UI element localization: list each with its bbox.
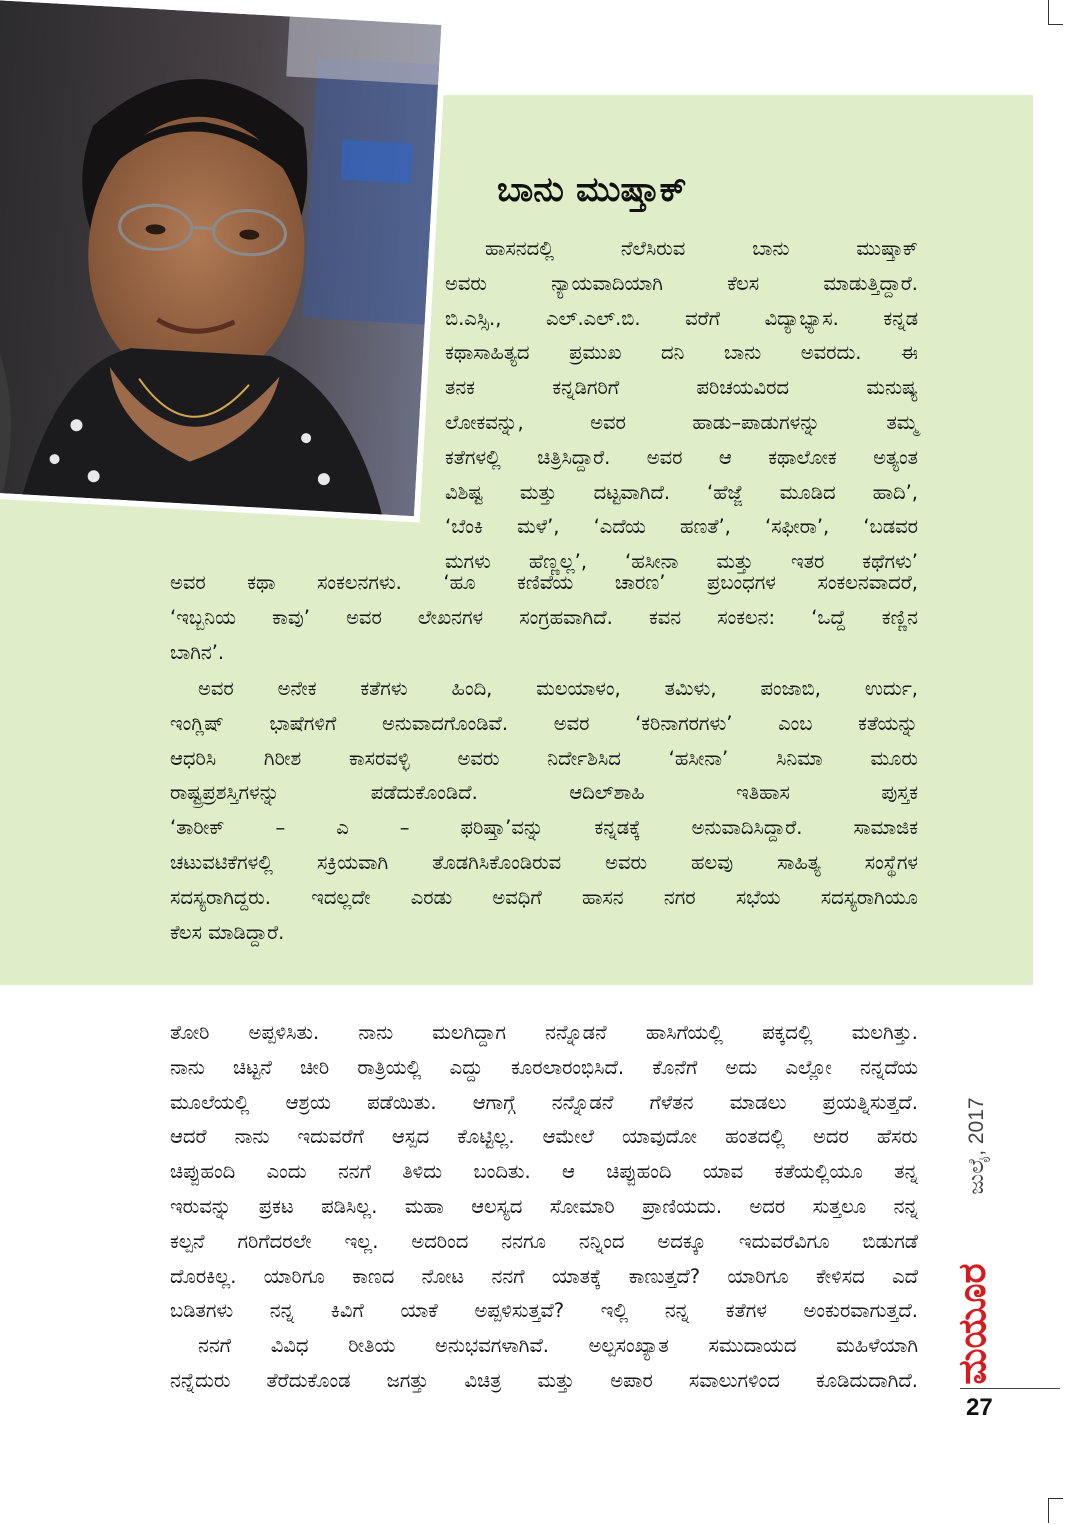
article-line: ದೊರಕಿಲ್ಲ. ಯಾರಿಗೂ ಕಾಣದ ನೋಟ ನನಗೆ ಯಾತಕ್ಕೆ ಕಾಣುತ್ತದೆ? ಯಾರಿಗೂ ಕೇಳಿಸದ ಎದೆ xyxy=(170,1264,918,1288)
article-line: ಇರುವನ್ನು ಪ್ರಕಟ ಪಡಿಸಿಲ್ಲ. ಮಹಾ ಆಲಸ್ಯದ ಸೋಮಾರಿ ಪ್ರಾಣಿಯದು. ಅದರ ಸುತ್ತಲೂ ನನ್ನ xyxy=(170,1194,918,1218)
author-bio-beside-photo xyxy=(445,232,918,580)
bio-line: ವಿಶಿಷ್ಟ ಮತ್ತು ದಟ್ಟವಾಗಿದೆ. ‘ಹೆಜ್ಜೆ ಮೂಡಿದ ಹಾದಿ’, xyxy=(445,480,918,504)
bio-line: ಸದಸ್ಯರಾಗಿದ್ದರು. ಇದಲ್ಲದೇ ಎರಡು ಅವಧಿಗೆ ಹಾಸನ ನಗರ ಸಭೆಯ ಸದಸ್ಯರಾಗಿಯೂ xyxy=(170,885,918,909)
article-line: ನನ್ನೆದುರು ತೆರೆದುಕೊಂಡ ಜಗತ್ತು ವಿಚಿತ್ರ ಮತ್ತು ಅಪಾರ ಸವಾಲುಗಳಿಂದ ಕೂಡಿದುದಾಗಿದೆ. xyxy=(170,1368,918,1392)
article-line: ನಾನು ಚಿಟ್ಟನೆ ಚೀರಿ ರಾತ್ರಿಯಲ್ಲಿ ಎದ್ದು ಕೂರಲಾರಂಭಿಸಿದೆ. ಕೊನೆಗೆ ಅದು ಎಲ್ಲೋ ನನ್ನದೆಯ xyxy=(170,1055,918,1079)
bio-line: ‘ಬೆಂಕಿ ಮಳೆ’, ‘ಎದೆಯ ಹಣತೆ’, ‘ಸಫೀರಾ’, ‘ಬಡವರ xyxy=(445,515,918,539)
bio-line: ಅವರು ನ್ಯಾಯವಾದಿಯಾಗಿ ಕೆಲಸ ಮಾಡುತ್ತಿದ್ದಾರೆ. xyxy=(445,271,918,295)
bio-line: ಅವರ ಅನೇಕ ಕತೆಗಳು ಹಿಂದಿ, ಮಲಯಾಳಂ, ತಮಿಳು, ಪಂಜಾಬಿ, ಉರ್ದು, xyxy=(198,677,918,700)
bio-line: ತನಕ ಕನ್ನಡಿಗರಿಗೆ ಪರಿಚಯವಿರದ ಮನುಷ್ಯ xyxy=(445,376,918,400)
article-line: ಮೂಲೆಯಲ್ಲಿ ಆಶ್ರಯ ಪಡೆಯಿತು. ಆಗಾಗ್ಗೆ ನನ್ನೊಡನೆ ಗೆಳೆತನ ಮಾಡಲು ಪ್ರಯತ್ನಿಸುತ್ತದೆ. xyxy=(170,1090,918,1114)
article-body xyxy=(170,1016,918,1399)
article-line: ಆದರೆ ನಾನು ಇದುವರೆಗೆ ಆಸ್ಪದ ಕೊಟ್ಟಿಲ್ಲ. ಆಮೇಲೆ ಯಾವುದೋ ಹಂತದಲ್ಲಿ ಅದರ ಹೆಸರು xyxy=(170,1125,918,1149)
bio-line: ‘ತಾರೀಕ್ – ಎ – ಫರಿಷ್ತಾ’ವನ್ನು ಕನ್ನಡಕ್ಕೆ ಅನುವಾದಿಸಿದ್ದಾರೆ. ಸಾಮಾಜಿಕ xyxy=(170,816,918,840)
bio-line: ಬಾಗಿನ’. xyxy=(170,640,225,664)
bio-line: ಕಥಾಸಾಹಿತ್ಯದ ಪ್ರಮುಖ ದನಿ ಬಾನು ಅವರದು. ಈ xyxy=(445,341,918,365)
article-line: ಕಲ್ಪನೆ ಗರಿಗೆದರಲೇ ಇಲ್ಲ. ಅದರಿಂದ ನನಗೂ ನನ್ನಿಂದ ಅದಕ್ಕೂ ಇದುವರೆವಿಗೂ ಬಿಡುಗಡೆ xyxy=(170,1229,918,1253)
bio-line: ಆಧರಿಸಿ ಗಿರೀಶ ಕಾಸರವಳ್ಳಿ ಅವರು ನಿರ್ದೇಶಿಸಿದ ‘ಹಸೀನಾ’ ಸಿನಿಮಾ ಮೂರು xyxy=(170,746,918,770)
magazine-logo: ಮಯೂರ xyxy=(950,1263,994,1385)
crop-mark-bottom-right xyxy=(1048,1498,1063,1523)
bio-line: ಕತೆಗಳಲ್ಲಿ ಚಿತ್ರಿಸಿದ್ದಾರೆ. ಅವರ ಆ ಕಥಾಲೋಕ ಅತ್ಯಂತ xyxy=(445,445,918,469)
author-portrait-image xyxy=(0,0,441,516)
article-line: ಚಿಪ್ಪುಹಂದಿ ಎಂದು ನನಗೆ ತಿಳಿದು ಬಂದಿತು. ಆ ಚಿಪ್ಪುಹಂದಿ ಯಾವ ಕತೆಯಲ್ಲಿಯೂ ತನ್ನ xyxy=(170,1160,918,1184)
author-bio-full-width xyxy=(170,566,918,670)
bio-line: ಹಾಸನದಲ್ಲಿ ನೆಲೆಸಿರುವ ಬಾನು ಮುಷ್ತಾಕ್ xyxy=(485,237,918,260)
crop-mark-top-right xyxy=(1048,0,1063,25)
page-number-rule xyxy=(960,1388,1060,1389)
author-bio-second-paragraph xyxy=(170,672,918,950)
issue-date: ಜುಲೈ, 2017 xyxy=(965,1097,988,1195)
article-line: ಬಡಿತಗಳು ನನ್ನ ಕಿವಿಗೆ ಯಾಕೆ ಅಪ್ಪಳಿಸುತ್ತವೆ? ಇಲ್ಲಿ ನನ್ನ ಕತೆಗಳ ಅಂಕುರವಾಗುತ್ತದೆ. xyxy=(170,1299,918,1323)
bio-line: ಇಂಗ್ಲಿಷ್ ಭಾಷೆಗಳಿಗೆ ಅನುವಾದಗೊಂಡಿವೆ. ಅವರ ‘ಕರಿನಾಗರಗಳು’ ಎಂಬ ಕತೆಯನ್ನು xyxy=(170,711,918,735)
article-line: ನನಗೆ ವಿವಿಧ ರೀತಿಯ ಅನುಭವಗಳಾಗಿವೆ. ಅಲ್ಪಸಂಖ್ಯಾತ ಸಮುದಾಯದ ಮಹಿಳೆಯಾಗಿ xyxy=(198,1334,918,1358)
bio-line: ಅವರ ಕಥಾ ಸಂಕಲನಗಳು. ‘ಹೂ ಕಣಿವೆಯ ಚಾರಣ’ ಪ್ರಬಂಧಗಳ ಸಂಕಲನವಾದರೆ, xyxy=(170,571,918,594)
bio-line: ಬಿ.ಎಸ್ಸಿ., ಎಲ್.ಎಲ್.ಬಿ. ವರೆಗೆ ವಿದ್ಯಾಭ್ಯಾಸ. ಕನ್ನಡ xyxy=(445,306,918,330)
article-line: ತೋರಿ ಅಪ್ಪಳಿಸಿತು. ನಾನು ಮಲಗಿದ್ದಾಗ ನನ್ನೊಡನೆ ಹಾಸಿಗೆಯಲ್ಲಿ ಪಕ್ಕದಲ್ಲಿ ಮಲಗಿತ್ತು. xyxy=(170,1021,918,1044)
bio-line: ‘ಇಬ್ಬನಿಯ ಕಾವು’ ಅವರ ಲೇಖನಗಳ ಸಂಗ್ರಹವಾಗಿದೆ. ಕವನ ಸಂಕಲನ: ‘ಒದ್ದೆ ಕಣ್ಣಿನ xyxy=(170,605,918,629)
bio-line: ಲೋಕವನ್ನು, ಅವರ ಹಾಡು–ಪಾಡುಗಳನ್ನು ತಮ್ಮ xyxy=(445,410,918,434)
author-name-title: ಬಾನು ಮುಷ್ತಾಕ್ xyxy=(497,170,687,210)
page-number: 27 xyxy=(966,1394,993,1421)
bio-line: ಕೆಲಸ ಮಾಡಿದ್ದಾರೆ. xyxy=(170,920,285,944)
bio-line: ರಾಷ್ಟ್ರಪ್ರಶಸ್ತಿಗಳನ್ನು ಪಡೆದುಕೊಂಡಿದೆ. ಆದಿಲ್‌ಶಾಹಿ ಇತಿಹಾಸ ಪುಸ್ತಕ xyxy=(170,781,918,805)
author-photo xyxy=(0,0,441,516)
bio-line: ಮಗಳು ಹೆಣ್ಣಲ್ಲ’, ‘ಹಸೀನಾ ಮತ್ತು ಇತರ ಕಥೆಗಳು’ xyxy=(445,550,918,574)
bio-line: ಚಟುವಟಿಕೆಗಳಲ್ಲಿ ಸಕ್ರಿಯವಾಗಿ ತೊಡಗಿಸಿಕೊಂಡಿರುವ ಅವರು ಹಲವು ಸಾಹಿತ್ಯ ಸಂಸ್ಥೆಗಳ xyxy=(170,850,918,874)
